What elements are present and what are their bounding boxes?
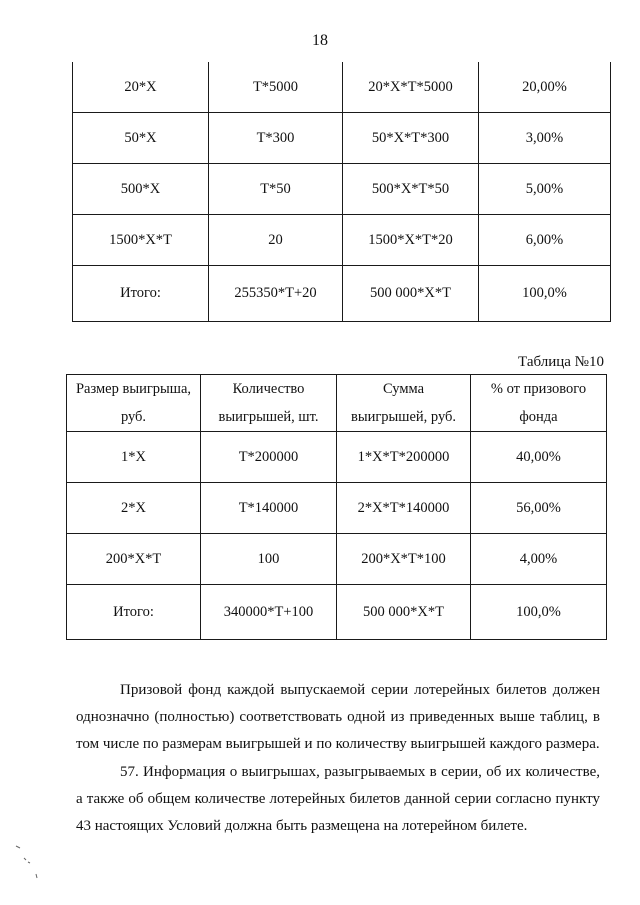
header-prize-size (67, 375, 201, 432)
total-label-cell: Итого: (73, 266, 209, 322)
page-number: 18 (312, 32, 328, 49)
prize-size-cell: 1*X (67, 432, 201, 483)
prize-size-cell: 1500*X*T (73, 215, 209, 266)
prize-size-cell: 200*X*T (67, 534, 201, 585)
header-line: руб. (120, 409, 147, 425)
prize-size-cell: 500*X (73, 164, 209, 215)
table-row (73, 164, 611, 215)
prize-sum-cell: 2*X*T*140000 (337, 483, 471, 534)
header-prize-count (201, 375, 337, 432)
header-line: выигрышей, руб. (350, 409, 457, 425)
prize-count-cell: T*50 (209, 164, 343, 215)
table-row (67, 534, 607, 585)
prize-sum-cell: 20*X*T*5000 (343, 62, 479, 113)
prize-percent-cell: 4,00% (471, 534, 607, 585)
header-row (67, 375, 607, 432)
table-row (73, 113, 611, 164)
prize-percent-cell: 56,00% (471, 483, 607, 534)
header-prize-percent (471, 375, 607, 432)
scan-marks-icon (14, 840, 54, 880)
table-row (73, 62, 611, 113)
total-percent-cell: 100,0% (471, 585, 607, 640)
prize-table-continued (72, 62, 611, 322)
prize-size-cell: 50*X (73, 113, 209, 164)
prize-sum-cell: 50*X*T*300 (343, 113, 479, 164)
prize-count-cell: T*140000 (201, 483, 337, 534)
prize-fund-paragraph (76, 677, 600, 758)
paragraph-text: Призовой фонд каждой выпускаемой серии лотерейных билетов должен однозначно (полностью) соответствовать одной из приведенных выше таблиц, в том числе по размерам выигрышей и по количеству выигрышей каждого размера. (76, 682, 600, 752)
prize-size-cell: 2*X (67, 483, 201, 534)
scan-artifact (14, 840, 54, 883)
total-count-cell: 340000*T+100 (201, 585, 337, 640)
prize-size-cell: 20*X (73, 62, 209, 113)
prize-count-cell: T*300 (209, 113, 343, 164)
table-row (67, 483, 607, 534)
prize-percent-cell: 6,00% (479, 215, 611, 266)
total-label-cell: Итого: (67, 585, 201, 640)
prize-percent-cell: 5,00% (479, 164, 611, 215)
total-sum-cell: 500 000*X*T (337, 585, 471, 640)
total-count-cell: 255350*T+20 (209, 266, 343, 322)
prize-count-cell: T*5000 (209, 62, 343, 113)
header-line: Сумма (382, 381, 425, 397)
header-line: выигрышей, шт. (218, 409, 319, 425)
prize-sum-cell: 1500*X*T*20 (343, 215, 479, 266)
total-row (67, 585, 607, 640)
prize-sum-cell: 500*X*T*50 (343, 164, 479, 215)
prize-count-cell: 100 (201, 534, 337, 585)
prize-table-10 (66, 374, 607, 640)
prize-count-cell: 20 (209, 215, 343, 266)
prize-sum-cell: 1*X*T*200000 (337, 432, 471, 483)
prize-percent-cell: 3,00% (479, 113, 611, 164)
total-row (73, 266, 611, 322)
table-row (67, 432, 607, 483)
total-percent-cell: 100,0% (479, 266, 611, 322)
table-row (73, 215, 611, 266)
header-line: фонда (519, 409, 558, 425)
prize-sum-cell: 200*X*T*100 (337, 534, 471, 585)
total-sum-cell: 500 000*X*T (343, 266, 479, 322)
prize-count-cell: T*200000 (201, 432, 337, 483)
prize-percent-cell: 40,00% (471, 432, 607, 483)
header-line: % от призового (490, 381, 587, 397)
table-caption: Таблица №10 (518, 354, 604, 370)
clause-57-paragraph (76, 759, 600, 840)
header-line: Размер выигрыша, (75, 381, 192, 397)
header-prize-sum (337, 375, 471, 432)
header-line: Количество (232, 381, 305, 397)
paragraph-text: 57. Информация о выигрышах, разыгрываемых в серии, об их количестве, а также об общем количестве лотерейных билетов данной серии согласно пункту 43 настоящих Условий должна быть размещена на лотерейном билете. (76, 764, 600, 834)
prize-percent-cell: 20,00% (479, 62, 611, 113)
